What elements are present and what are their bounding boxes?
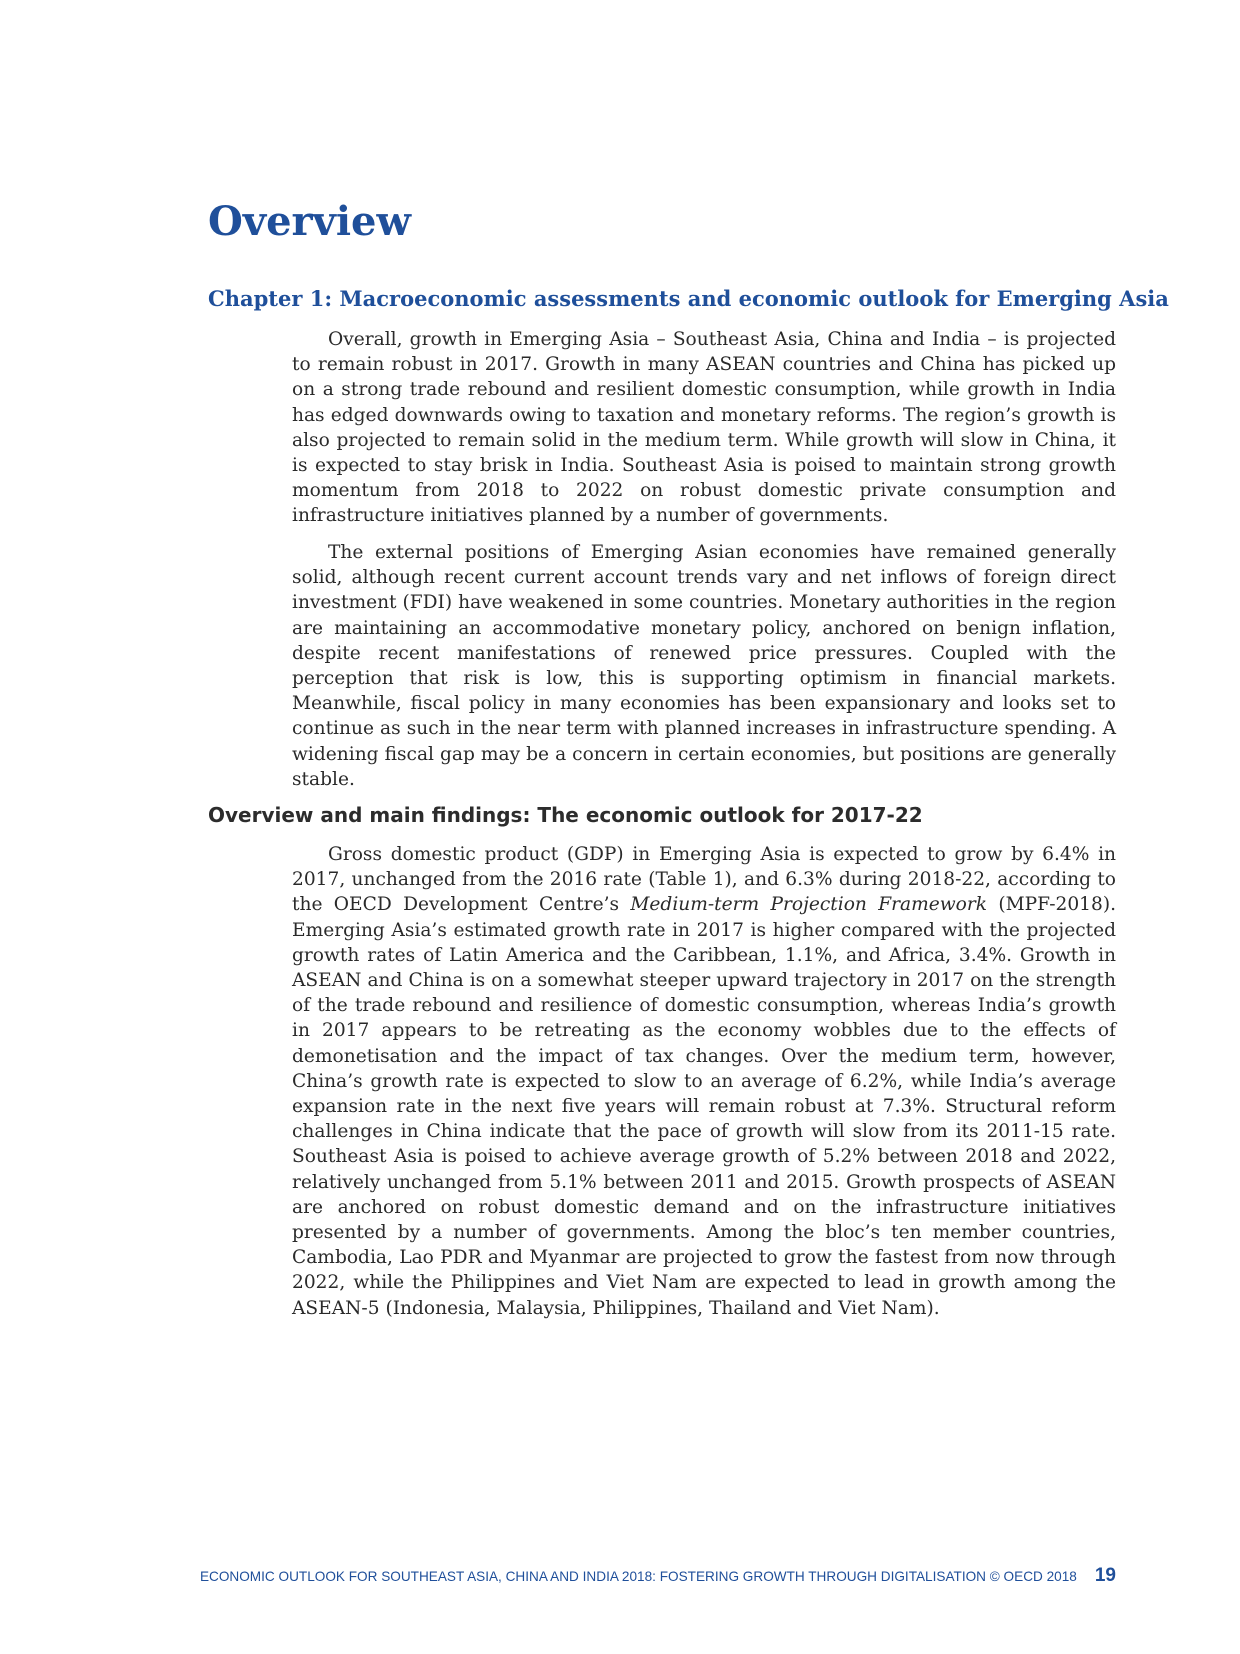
footer-running-title: ECONOMIC OUTLOOK FOR SOUTHEAST ASIA, CHINA AND INDIA 2018: FOSTERING GROWTH THROUGH DIGITALISATION © OECD 2018 xyxy=(199,1569,1077,1584)
page-footer xyxy=(199,1565,1116,1587)
paragraph-gdp-outlook-part-1: Gross domestic product (GDP) in Emerging Asia is expected to grow by 6.4% in 2017, unchanged from the 2016 rate (Table 1), and 6.3% during 2018-22, according to the OECD Development Centre’s xyxy=(292,844,1116,916)
mpf-title-italic: Medium-term Projection Framework xyxy=(630,894,987,916)
paragraph-growth-outlook: Overall, growth in Emerging Asia – Southeast Asia, China and India – is projected to remain robust in 2017. Growth in many ASEAN countries and China has picked up on a strong trade rebound and resilient domestic consumption, while growth in India has edged downwards owing to taxation and monetary reforms. The region’s growth is also projected to remain solid in the medium term. While growth will slow in China, it is expected to stay brisk in India. Southeast Asia is poised to maintain strong growth momentum from 2018 to 2022 on robust domestic private consumption and infrastructure initiatives planned by a number of governments. xyxy=(292,329,1116,527)
page-title: Overview xyxy=(208,198,411,245)
chapter-heading: Chapter 1: Macroeconomic assessments and economic outlook for Emerging Asia xyxy=(208,286,1169,311)
paragraph-external-positions: The external positions of Emerging Asian economies have remained generally solid, although recent current account trends vary and net inflows of foreign direct investment (FDI) have weakened in some countries. Monetary authorities in the region are maintaining an accommodative monetary policy, anchored on benign inflation, despite recent manifestations of renewed price pressures. Coupled with the perception that risk is low, this is supporting optimism in financial markets. Meanwhile, fiscal policy in many economies has been expansionary and looks set to continue as such in the near term with planned increases in infrastructure spending. A widening fiscal gap may be a concern in certain economies, but positions are generally stable. xyxy=(292,542,1116,790)
paragraph-gdp-outlook-part-2: (MPF-2018). Emerging Asia’s estimated growth rate in 2017 is higher compared with the projected growth rates of Latin America and the Caribbean, 1.1%, and Africa, 3.4%. Growth in ASEAN and China is on a somewhat steeper upward trajectory in 2017 on the strength of the trade rebound and resilience of domestic consumption, whereas India’s growth in 2017 appears to be retreating as the economy wobbles due to the effects of demonetisation and the impact of tax changes. Over the medium term, however, China’s growth rate is expected to slow to an average of 6.2%, while India’s average expansion rate in the next five years will remain robust at 7.3%. Structural reform challenges in China indicate that the pace of growth will slow from its 2011-15 rate. Southeast Asia is poised to achieve average growth of 5.2% between 2018 and 2022, relatively unchanged from 5.1% between 2011 and 2015. Growth prospects of ASEAN are anchored on robust domestic demand and on the infrastructure initiatives presented by a number of governments. Among the bloc’s ten member countries, Cambodia, Lao PDR and Myanmar are projected to grow the fastest from now through 2022, while the Philippines and Viet Nam are expected to lead in growth among the ASEAN-5 (Indonesia, Malaysia, Philippines, Thailand and Viet Nam). xyxy=(292,894,1116,1319)
paragraph-gdp-outlook xyxy=(292,842,1116,1321)
page-number: 19 xyxy=(1094,1565,1116,1586)
section-heading-main-findings: Overview and main findings: The economic outlook for 2017-22 xyxy=(208,803,923,827)
